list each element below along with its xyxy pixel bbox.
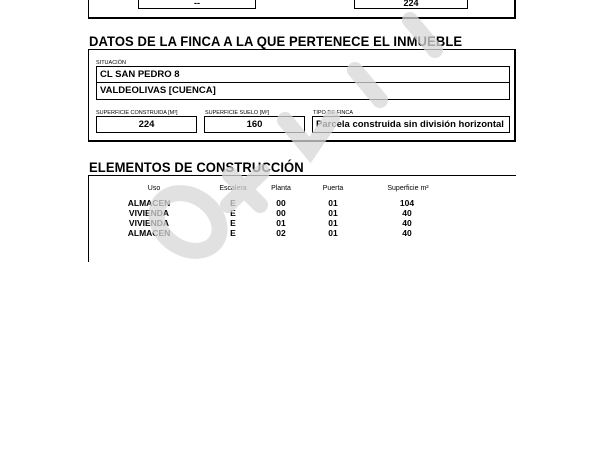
cell-escalera: E (230, 218, 236, 228)
superficie-suelo-value: 160 (204, 116, 305, 133)
cell-superficie: 104 (399, 198, 415, 208)
address-line1: CL SAN PEDRO 8 (96, 66, 510, 83)
cell-puerta: 01 (328, 208, 338, 218)
col-header-superficie: Superficie m² (387, 185, 429, 192)
cell-escalera: E (230, 198, 236, 208)
cell-escalera: E (230, 228, 236, 238)
elementos-section-title: ELEMENTOS DE CONSTRUCCIÓN (89, 159, 304, 175)
top-left-value-box (138, 0, 256, 9)
tipo-finca-value: Parcela construida sin división horizontal (312, 116, 510, 133)
superficie-construida-value: 224 (96, 116, 197, 133)
col-header-puerta: Puerta (322, 185, 344, 192)
top-right-value: 224 (403, 0, 419, 8)
tipo-finca-label: TIPO DE FINCA (313, 110, 354, 116)
top-right-value-box (354, 0, 468, 9)
cell-planta: 02 (276, 228, 286, 238)
cell-puerta: 01 (328, 228, 338, 238)
cell-escalera: E (230, 208, 236, 218)
cell-superficie: 40 (402, 208, 412, 218)
address-line2: VALDEOLIVAS [CUENCA] (96, 83, 510, 100)
cell-planta: 00 (276, 208, 286, 218)
top-left-value: -- (194, 0, 200, 8)
cell-planta: 01 (276, 218, 286, 228)
col-header-uso: Uso (147, 185, 161, 192)
situacion-label: SITUACIÓN (96, 60, 126, 66)
cell-uso: VIVIENDA (128, 218, 170, 228)
cell-puerta: 01 (328, 218, 338, 228)
cell-uso: ALMACEN (127, 228, 171, 238)
col-header-escalera: Escalera (219, 185, 247, 192)
superficie-suelo-label: SUPERFICIE SUELO [M²] (205, 110, 270, 116)
cell-uso: ALMACEN (127, 198, 171, 208)
cell-planta: 00 (276, 198, 286, 208)
cell-superficie: 40 (402, 218, 412, 228)
cell-puerta: 01 (328, 198, 338, 208)
col-header-planta: Planta (271, 185, 291, 192)
finca-section-title: DATOS DE LA FINCA A LA QUE PERTENECE EL INMUEBLE (89, 33, 463, 49)
superficie-construida-label: SUPERFICIE CONSTRUIDA [M²] (96, 110, 178, 116)
cell-uso: VIVIENDA (128, 208, 170, 218)
cell-superficie: 40 (402, 228, 412, 238)
